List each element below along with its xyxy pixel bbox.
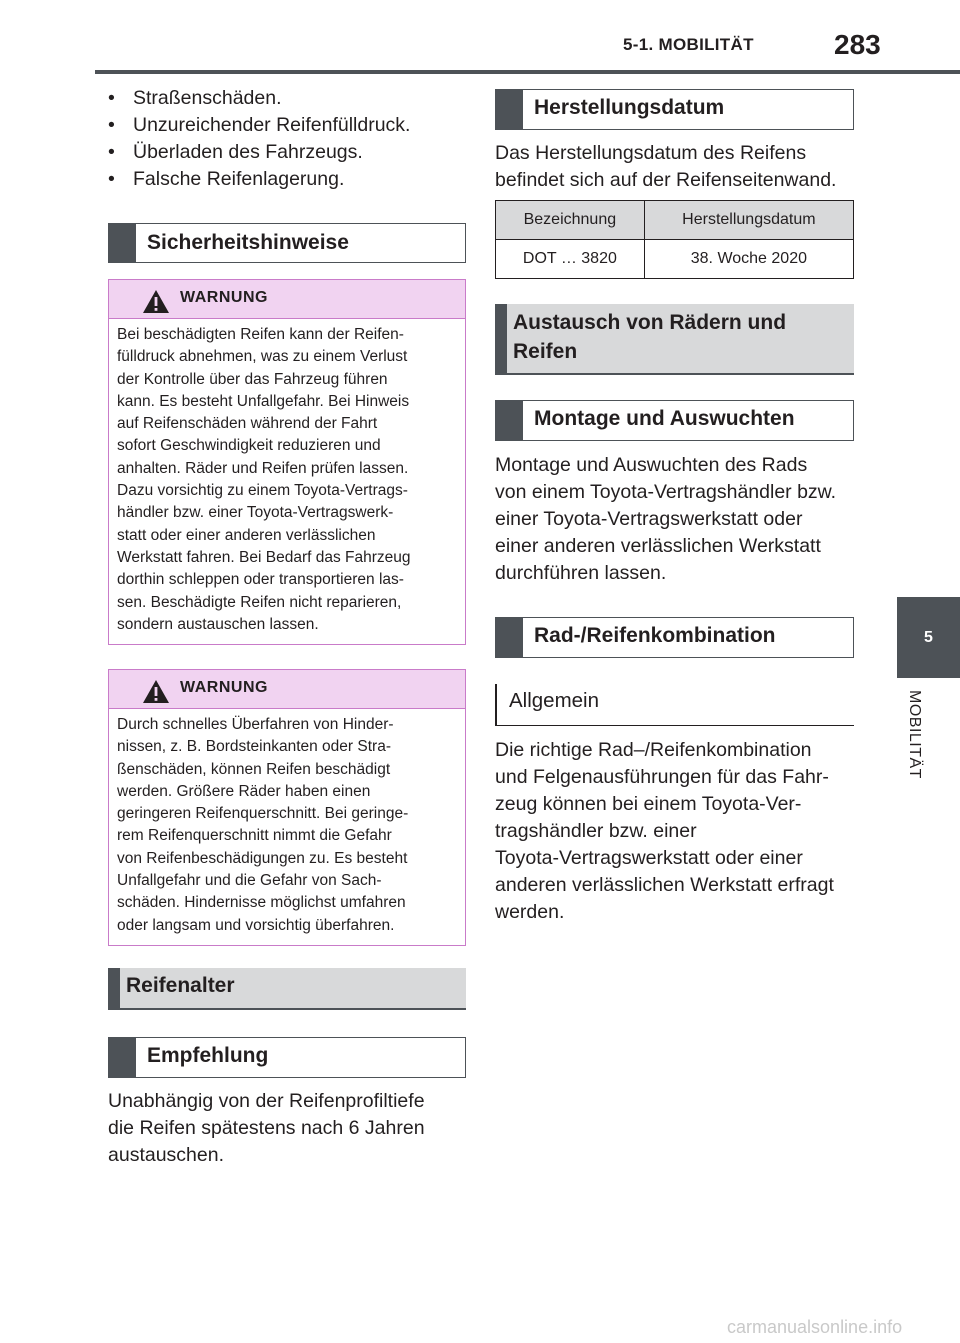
tire-age-heading-text: Reifenalter [126, 974, 235, 997]
warning-triangle-icon [142, 289, 170, 314]
wheel-tire-combination-heading [495, 617, 854, 658]
recommendation-heading-text: Empfehlung [147, 1044, 269, 1067]
manufacture-date-table [495, 200, 854, 279]
replace-wheels-heading [495, 304, 854, 375]
warning-line: sondern austauschen lassen. [117, 615, 319, 633]
warning-line: kann. Es besteht Unfallgefahr. Bei Hinweis [117, 392, 410, 410]
list-item: • Unzureichender Reifenfülldruck. [108, 112, 410, 139]
manufacture-paragraph [495, 140, 836, 194]
warning-line: Dazu vorsichtig zu einem Toyota-Vertrags- [117, 482, 408, 500]
safety-heading-text: Sicherheitshinweise [147, 231, 349, 254]
paragraph-line: durchführen lassen. [495, 562, 667, 584]
warning-line: von Reifenbeschädigungen zu. Es besteht [117, 849, 408, 867]
list-item: • Überladen des Fahrzeugs. [108, 139, 410, 166]
warning-line: schäden. Hindernisse möglichst umfahren [117, 894, 406, 912]
paragraph-line: Montage und Auswuchten des Rads [495, 454, 808, 476]
wheel-tire-combination-heading-text: Rad-/Reifenkombination [534, 624, 776, 647]
general-subheading [495, 684, 854, 726]
heading-bar [108, 1037, 136, 1078]
heading-bar [495, 400, 523, 441]
paragraph-line: von einem Toyota-Vertragshändler bzw. [495, 481, 837, 503]
mounting-heading [495, 400, 854, 441]
warning-line: nissen, z. B. Bordsteinkanten oder Stra- [117, 738, 391, 756]
warning-line: Werkstatt fahren. Bei Bedarf das Fahrzeug [117, 548, 411, 566]
warning-box-2 [108, 669, 466, 946]
warning-line: der Kontrolle über das Fahrzeug führen [117, 370, 388, 388]
manufacture-date-heading [495, 89, 854, 130]
warning-line: Unfallgefahr und die Gefahr von Sach- [117, 872, 382, 890]
warning-header [109, 670, 465, 709]
warning-line: ßenschäden, können Reifen beschädigt [117, 760, 391, 778]
paragraph-line: zeug können bei einem Toyota-Ver- [495, 793, 802, 815]
chapter-tab-label [895, 690, 935, 830]
heading-bar [495, 89, 523, 130]
warning-line: auf Reifenschäden während der Fahrt [117, 415, 378, 433]
paragraph-line: Die richtige Rad–/Reifenkombination [495, 739, 812, 761]
heading-bar [495, 304, 507, 373]
warning-line: oder langsam und vorsichtig überfahren. [117, 916, 395, 934]
warning-line: geringeren Reifenquerschnitt. Bei geringe- [117, 805, 409, 823]
list-item: • Straßenschäden. [108, 85, 410, 112]
paragraph-line: einer anderen verlässlichen Werkstatt [495, 535, 821, 557]
paragraph-line: die Reifen spätestens nach 6 Jahren [108, 1117, 425, 1139]
table-cell: DOT … 3820 [496, 240, 645, 279]
paragraph-line: austauschen. [108, 1144, 225, 1166]
list-item: • Falsche Reifenlagerung. [108, 166, 410, 193]
paragraph-line: anderen verlässlichen Werkstatt erfragt [495, 874, 834, 896]
warning-line: Durch schnelles Überfahren von Hinder- [117, 716, 394, 733]
chapter-tab-label-text: MOBILITÄT [906, 690, 923, 779]
heading-bar [108, 223, 136, 263]
warning-line: rem Reifenquerschnitt nimmt die Gefahr [117, 827, 392, 845]
section-title: 5-1. MOBILITÄT [623, 35, 754, 54]
paragraph-line: befindet sich auf der Reifenseitenwand. [495, 169, 837, 191]
paragraph-line: werden. [495, 901, 565, 923]
safety-heading [108, 223, 466, 263]
warning-box-1 [108, 279, 466, 645]
mounting-heading-text: Montage und Auswuchten [534, 407, 795, 430]
table-header-cell: Herstellungsdatum [644, 201, 853, 240]
warning-header [109, 280, 465, 319]
paragraph-line: Toyota-Vertragswerkstatt oder einer [495, 847, 803, 869]
warning-line: fülldruck abnehmen, was zu einem Verlust [117, 348, 408, 366]
paragraph-line: Das Herstellungsdatum des Reifens [495, 142, 807, 164]
cause-list [108, 85, 410, 193]
warning-line: sofort Geschwindigkeit reduzieren und [117, 437, 381, 455]
warning-line: statt oder einer anderen verlässlichen [117, 526, 376, 544]
page-number: 283 [834, 29, 881, 60]
table-header-row [496, 201, 854, 240]
table-row [496, 240, 854, 279]
warning-title: WARNUNG [180, 289, 268, 306]
watermark: carmanualsonline.info [727, 1317, 903, 1337]
warning-triangle-icon [142, 679, 170, 704]
tire-age-heading [108, 968, 466, 1010]
heading-bar [108, 968, 120, 1008]
paragraph-line: und Felgenausführungen für das Fahr- [495, 766, 829, 788]
warning-text [117, 324, 457, 636]
general-subheading-text: Allgemein [509, 689, 600, 712]
warning-line: Bei beschädigten Reifen kann der Reifen- [117, 326, 404, 343]
replace-wheels-heading-text [513, 308, 786, 366]
heading-bar [495, 617, 523, 658]
warning-line: anhalten. Räder und Reifen prüfen lassen. [117, 459, 409, 477]
warning-line: sen. Beschädigte Reifen nicht reparieren, [117, 593, 402, 611]
heading-line: Reifen [513, 340, 578, 363]
warning-line: werden. Größere Räder haben einen [117, 782, 371, 800]
paragraph-line: tragshändler bzw. einer [495, 820, 697, 842]
heading-line: Austausch von Rädern und [513, 311, 787, 334]
recommendation-heading [108, 1037, 466, 1078]
paragraph-line: einer Toyota-Vertragswerkstatt oder [495, 508, 803, 530]
chapter-tab-number: 5 [897, 597, 960, 678]
combination-paragraph [495, 737, 834, 926]
manufacture-date-heading-text: Herstellungsdatum [534, 96, 725, 119]
table-header-cell: Bezeichnung [496, 201, 645, 240]
warning-text [117, 714, 457, 937]
warning-line: händler bzw. einer Toyota-Vertragswerk- [117, 504, 394, 522]
table-cell: 38. Woche 2020 [644, 240, 853, 279]
recommendation-paragraph [108, 1088, 425, 1169]
warning-title: WARNUNG [180, 679, 268, 696]
header-rule [95, 70, 960, 74]
paragraph-line: Unabhängig von der Reifenprofiltiefe [108, 1090, 425, 1112]
mounting-paragraph [495, 452, 836, 587]
warning-line: dorthin schleppen oder transportieren las- [117, 571, 404, 589]
